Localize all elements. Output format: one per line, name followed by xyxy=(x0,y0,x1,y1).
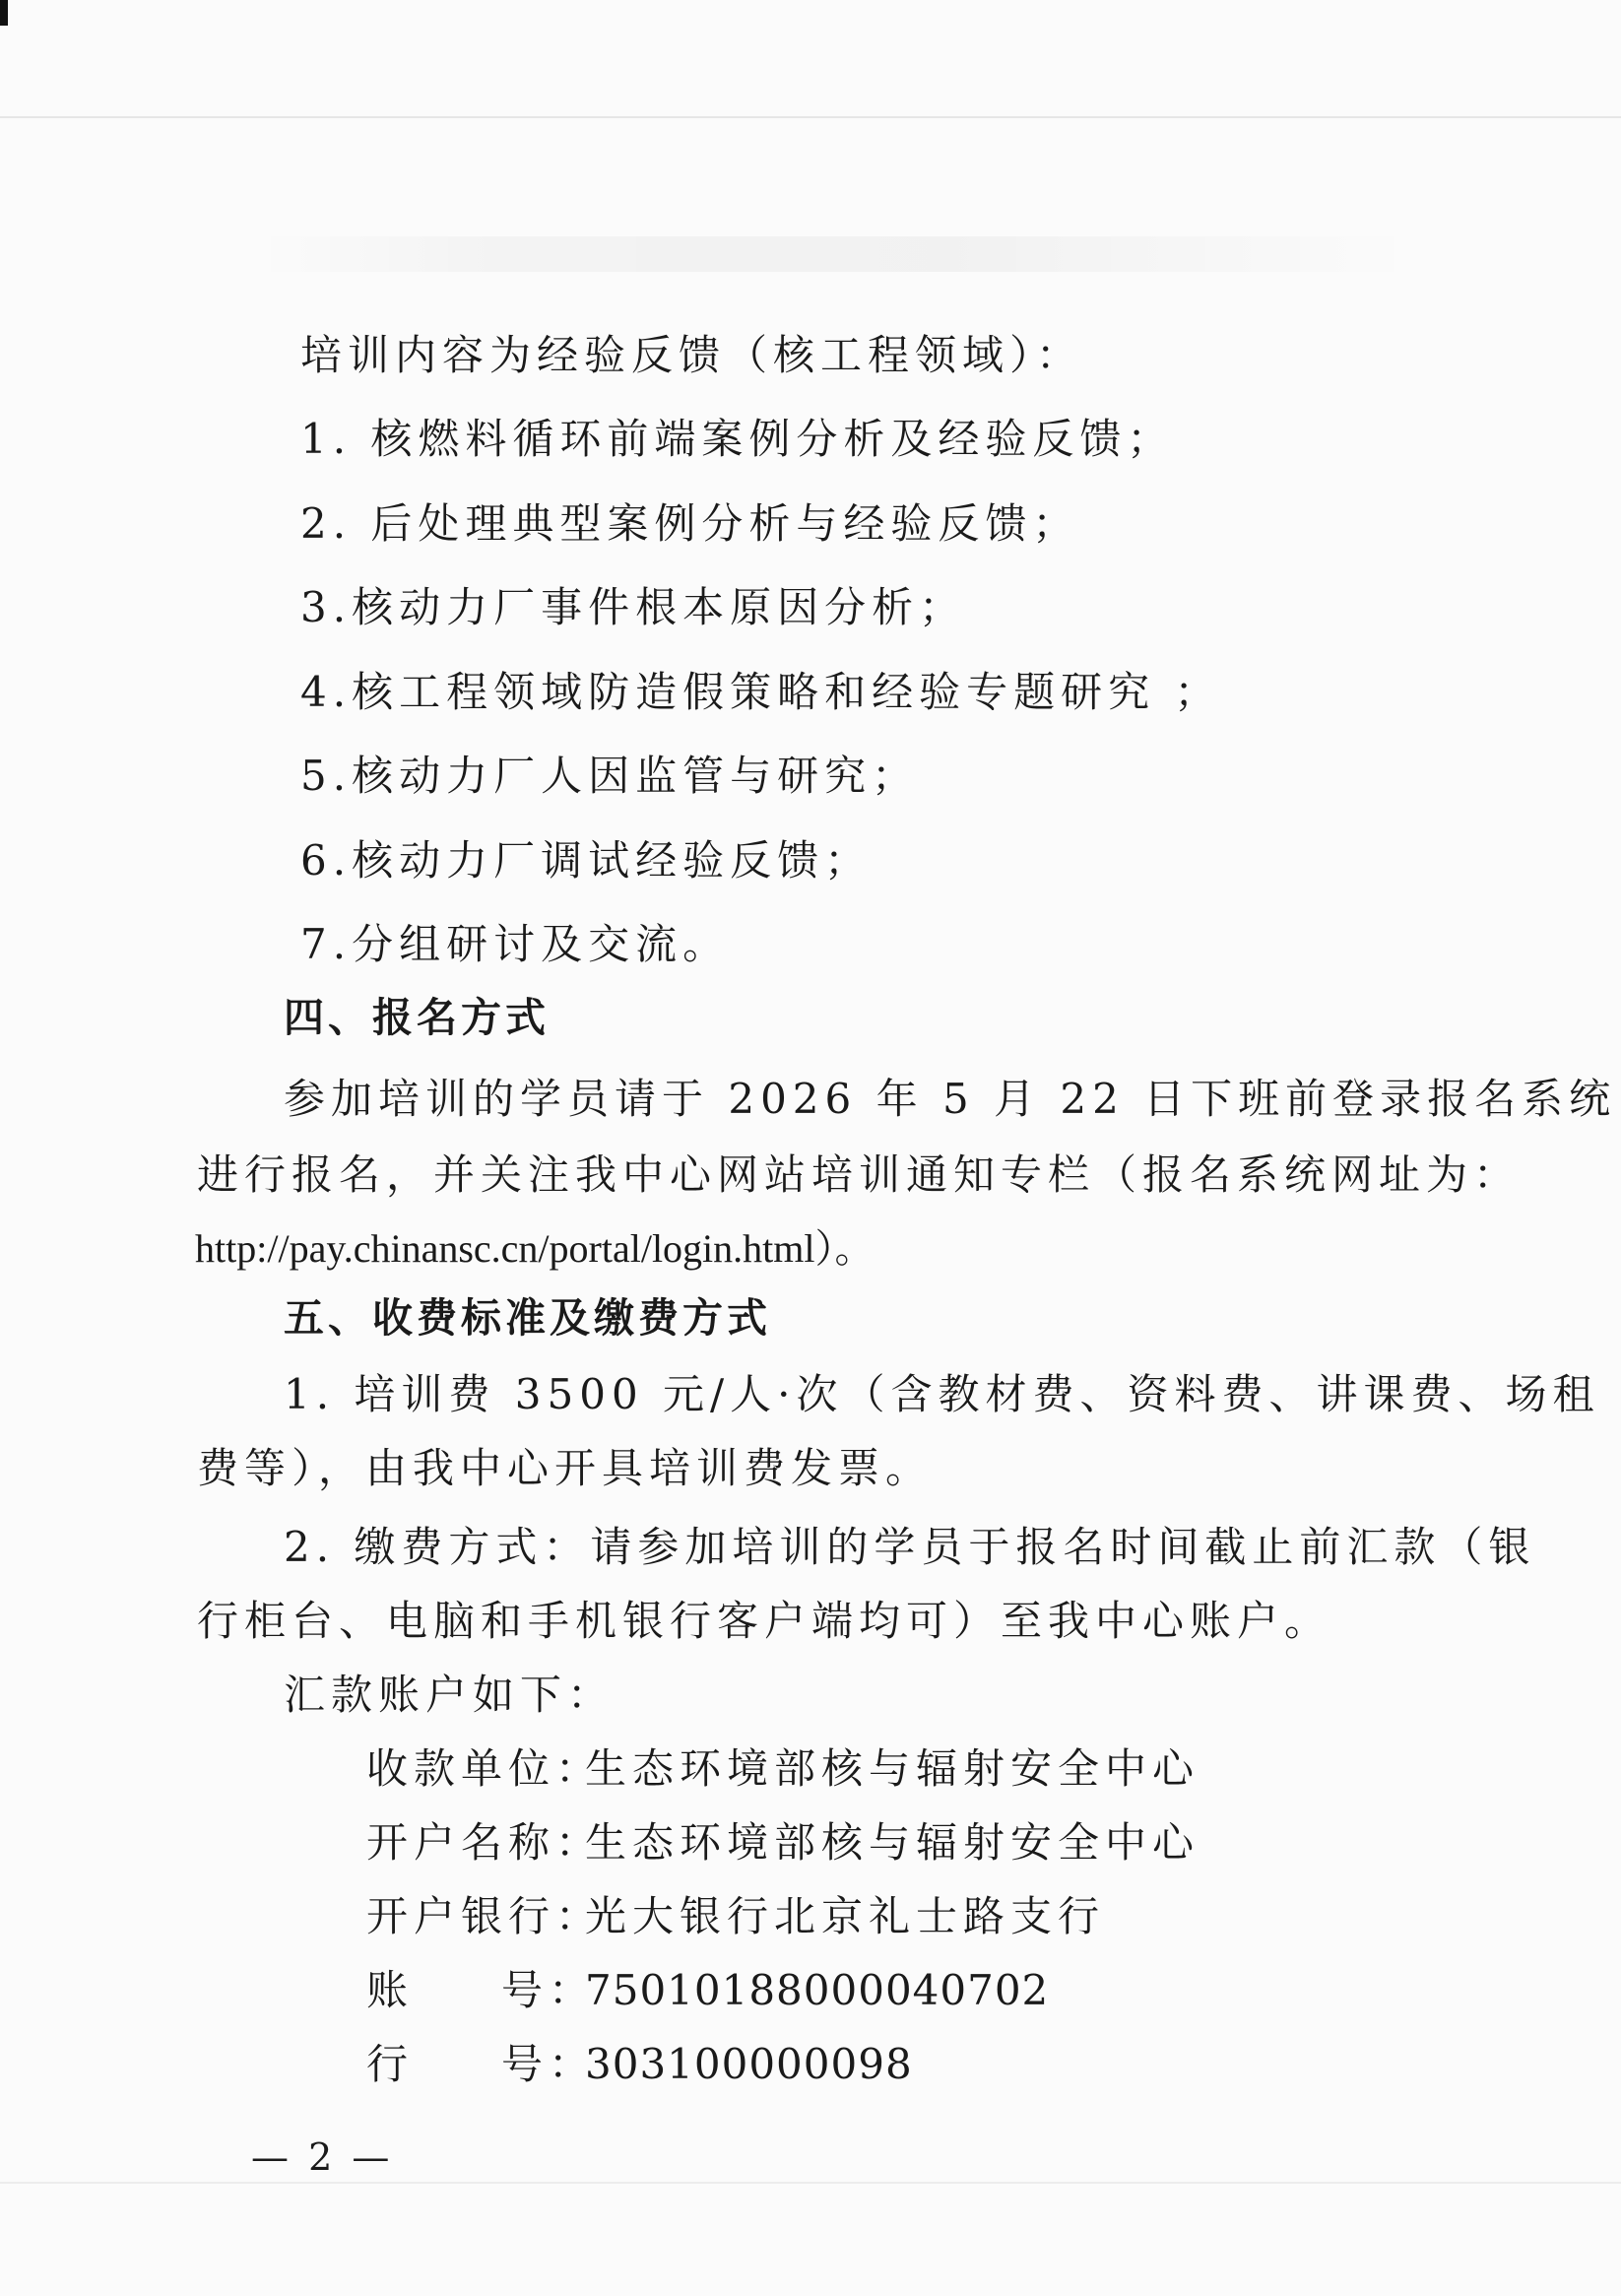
account-intro: 汇款账户如下： xyxy=(284,1671,616,1719)
scan-top-rule xyxy=(0,116,1621,118)
payee-label: 收款单位： xyxy=(366,1744,604,1793)
account-name-row xyxy=(366,1817,1200,1869)
registration-url-line: http://pay.chinansc.cn/portal/login.html）。 xyxy=(195,1226,875,1271)
registration-paragraph-line-1: 参加培训的学员请于 2026 年 5 月 22 日下班前登录报名系统 xyxy=(284,1075,1617,1123)
section-5-heading: 五、收费标准及缴费方式 xyxy=(284,1294,771,1342)
training-item-7: 7.分组研讨及交流。 xyxy=(300,920,731,968)
training-item-4: 4.核工程领域防造假策略和经验专题研究 ； xyxy=(300,668,1222,716)
training-item-2: 2. 后处理典型案例分析与经验反馈； xyxy=(300,499,1080,548)
training-item-5: 5.核动力厂人因监管与研究； xyxy=(300,752,920,800)
scan-corner-mark xyxy=(0,0,8,26)
account-number-value: 75010188000040702 xyxy=(585,1966,1050,2014)
section-4-heading: 四、报名方式 xyxy=(284,994,550,1041)
account-name-label: 开户名称： xyxy=(366,1818,604,1867)
fee-item-2-line-1: 2. 缴费方式：请参加培训的学员于报名时间截止前汇款（银 xyxy=(284,1523,1536,1571)
registration-paragraph-line-2: 进行报名，并关注我中心网站培训通知专栏（报名系统网址为： xyxy=(197,1150,1522,1199)
fee-item-2-line-2: 行柜台、电脑和手机银行客户端均可）至我中心账户。 xyxy=(197,1597,1332,1645)
payee-value: 生态环境部核与辐射安全中心 xyxy=(585,1744,1200,1793)
training-item-1: 1. 核燃料循环前端案例分析及经验反馈； xyxy=(300,415,1175,463)
fee-item-1-line-2: 费等），由我中心开具培训费发票。 xyxy=(197,1444,934,1492)
bank-number-row xyxy=(366,2039,913,2090)
training-item-3: 3.核动力厂事件根本原因分析； xyxy=(300,583,967,631)
training-item-6: 6.核动力厂调试经验反馈； xyxy=(300,836,873,885)
payee-row xyxy=(366,1743,1200,1795)
account-name-value: 生态环境部核与辐射安全中心 xyxy=(585,1818,1200,1867)
bank-row xyxy=(366,1891,1105,1942)
account-number-row xyxy=(366,1965,1049,2016)
scan-bleed-through xyxy=(256,236,1418,272)
bank-number-label-char-1: 行 xyxy=(366,2040,415,2088)
fee-item-1-line-1: 1. 培训费 3500 元/人·次（含教材费、资料费、讲课费、场租 xyxy=(284,1370,1600,1418)
scan-footer-rule xyxy=(0,2182,1621,2184)
page-number: — 2 — xyxy=(251,2135,394,2179)
bank-number-value: 303100000098 xyxy=(585,2040,913,2088)
bank-label: 开户银行： xyxy=(366,1892,604,1940)
bank-number-label-char-2: 号： xyxy=(501,2040,597,2088)
account-number-label-char-2: 号： xyxy=(501,1966,597,2014)
bank-value: 光大银行北京礼士路支行 xyxy=(585,1892,1106,1940)
account-number-label-char-1: 账 xyxy=(366,1966,415,2014)
training-content-intro: 培训内容为经验反馈（核工程领域）： xyxy=(300,331,1084,379)
